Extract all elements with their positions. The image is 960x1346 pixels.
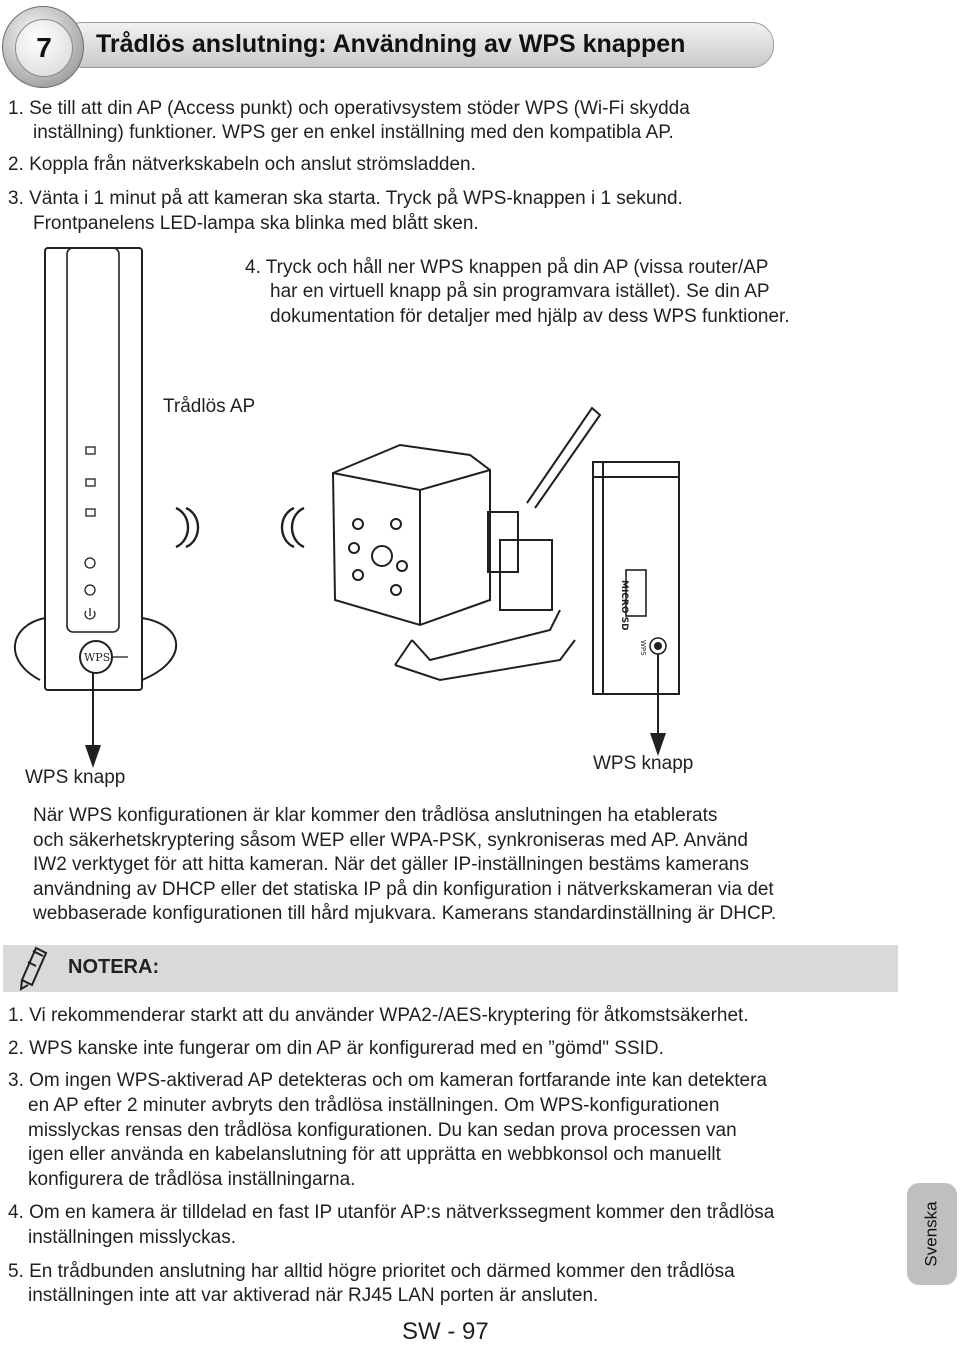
note-line: misslyckas rensas den trådlösa konfigurationen. Du kan sedan prova processen van	[28, 1120, 737, 1141]
note-line: 1. Vi rekommenderar starkt att du använder WPA2-/AES-kryptering för åtkomstsäkerhet.	[8, 1005, 749, 1026]
step-line: 1. Se till att din AP (Access punkt) och operativsystem stöder WPS (Wi-Fi skydda	[8, 98, 690, 119]
note-line: igen eller använda en kabelanslutning för att upprätta en webbkonsol och manuellt	[28, 1144, 721, 1165]
note-line: 3. Om ingen WPS-aktiverad AP detekteras och om kameran fortfarande inte kan detektera	[8, 1070, 767, 1091]
note-line: inställningen inte att var aktiverad när RJ45 LAN porten är ansluten.	[28, 1285, 599, 1306]
wps-button-label-right: WPS knapp	[593, 753, 694, 774]
step-line: Frontpanelens LED-lampa ska blinka med blått sken.	[33, 213, 479, 234]
chapter-number: 7	[15, 19, 73, 77]
ap-label: Trådlös AP	[163, 396, 256, 417]
step-line: har en virtuell knapp på sin programvara istället). Se din AP	[270, 281, 770, 302]
step-line: dokumentation för detaljer med hjälp av dess WPS funktioner.	[270, 306, 790, 327]
camera-wps-text: WPS	[639, 640, 647, 656]
paragraph-line: När WPS konfigurationen är klar kommer den trådlösa anslutningen ha etablerats	[33, 805, 718, 826]
note-line: konfigurera de trådlösa inställningarna.	[28, 1169, 356, 1190]
note-line: 5. En trådbunden anslutning har alltid högre prioritet och därmed kommer den trådlösa	[8, 1261, 735, 1282]
wps-button-label-left: WPS knapp	[25, 767, 126, 788]
page-number: SW - 97	[402, 1318, 489, 1345]
step-line: 2. Koppla från nätverkskabeln och anslut strömsladden.	[8, 154, 476, 175]
router-wps-text: WPS	[84, 651, 111, 664]
micro-sd-label: MICRO SD	[619, 580, 629, 631]
paragraph-line: IW2 verktyget för att hitta kameran. När det gäller IP-inställningen bestäms kamerans	[33, 854, 749, 875]
paragraph-line: och säkerhetskryptering såsom WEP eller WPA-PSK, synkroniseras med AP. Använd	[33, 830, 748, 851]
step-line: 3. Vänta i 1 minut på att kameran ska starta. Tryck på WPS-knappen i 1 sekund.	[8, 188, 683, 209]
note-line: 2. WPS kanske inte fungerar om din AP är konfigurerad med en ”gömd" SSID.	[8, 1038, 664, 1059]
language-tab-label: Svenska	[922, 1201, 942, 1267]
page-title: Trådlös anslutning: Användning av WPS knappen	[96, 30, 686, 58]
paragraph-line: användning av DHCP eller det statiska IP på din konfiguration i nätverkskameran via det	[33, 879, 774, 900]
paragraph-line: webbaserade konfigurationen till hård mjukvara. Kamerans standardinställning är DHCP.	[33, 903, 777, 924]
note-label: NOTERA:	[68, 956, 160, 978]
step-line: inställning) funktioner. WPS ger en enkel inställning med den kompatibla AP.	[33, 122, 674, 143]
note-line: 4. Om en kamera är tilldelad en fast IP utanför AP:s nätverkssegment kommer den trådlösa	[8, 1202, 775, 1223]
step-line: 4. Tryck och håll ner WPS knappen på din AP (vissa router/AP	[245, 257, 769, 278]
note-line: en AP efter 2 minuter avbryts den trådlösa inställningen. Om WPS-konfigurationen	[28, 1095, 720, 1116]
note-line: inställningen misslyckas.	[28, 1227, 237, 1248]
